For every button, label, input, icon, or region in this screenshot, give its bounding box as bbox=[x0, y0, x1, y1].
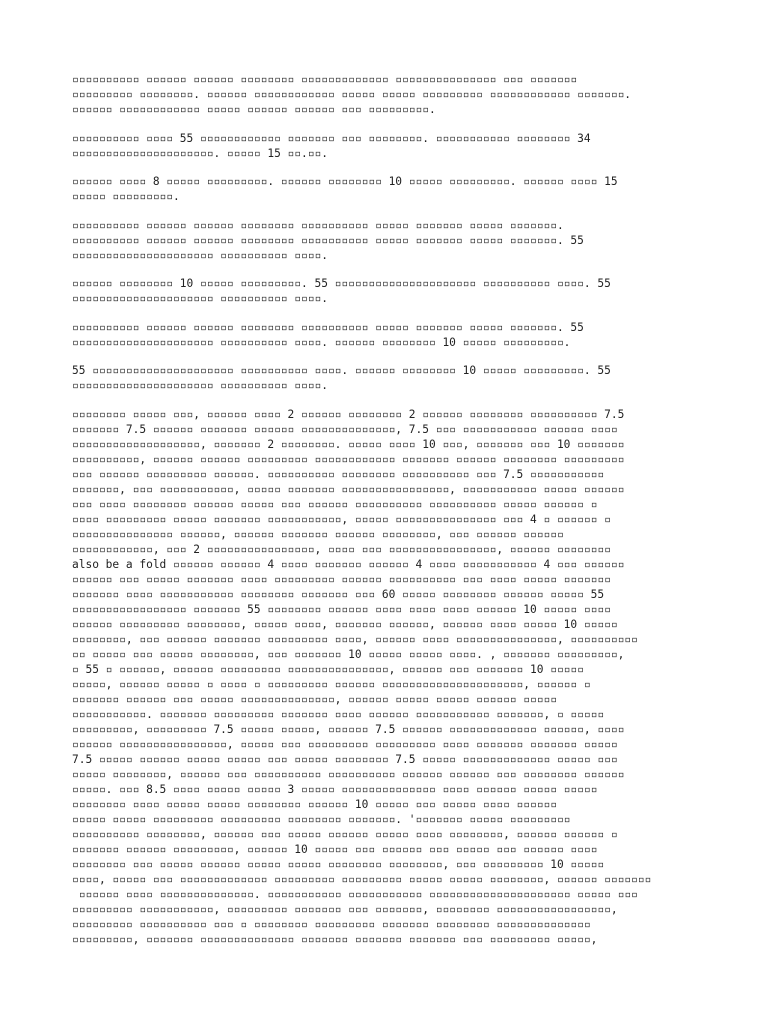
paragraph-7: 55 ▫▫▫▫▫▫▫▫▫▫▫▫▫▫▫▫▫▫▫▫▫ ▫▫▫▫▫▫▫▫▫▫ ▫▫▫▫. ▫▫▫▫▫▫ ▫▫▫▫▫▫▫▫ 10 ▫▫▫▫▫ ▫▫▫▫▫▫▫▫▫. 55 ▫▫▫▫▫▫▫▫▫▫▫▫▫▫▫▫▫▫▫▫▫ ▫▫▫▫▫▫▫▫▫▫ ▫▫▫▫. bbox=[72, 364, 611, 392]
paragraph-1: ▫▫▫▫▫▫▫▫▫▫ ▫▫▫▫▫▫ ▫▫▫▫▫▫ ▫▫▫▫▫▫▫▫ ▫▫▫▫▫▫▫▫▫▫▫▫▫ ▫▫▫▫▫▫▫▫▫▫▫▫▫▫▫ ▫▫▫ ▫▫▫▫▫▫▫ ▫▫▫▫▫▫▫▫▫ ▫▫▫▫▫▫▫▫. ▫▫▫▫▫▫ ▫▫▫▫▫▫▫▫▫▫▫▫ ▫▫▫▫▫ ▫▫▫▫▫ ▫▫▫▫▫▫▫▫▫ ▫▫▫▫▫▫▫▫▫▫▫▫ ▫▫▫▫▫▫▫. ▫▫▫▫▫▫ ▫▫▫▫▫▫▫▫▫▫▫▫ ▫▫▫▫▫ ▫▫▫▫▫▫ ▫▫▫▫▫▫ ▫▫▫ ▫▫▫▫▫▫▫▫▫. bbox=[72, 73, 632, 116]
paragraph-8: ▫▫▫▫▫▫▫▫ ▫▫▫▫▫ ▫▫▫, ▫▫▫▫▫▫ ▫▫▫▫ 2 ▫▫▫▫▫▫ ▫▫▫▫▫▫▫▫ 2 ▫▫▫▫▫▫ ▫▫▫▫▫▫▫▫ ▫▫▫▫▫▫▫▫▫▫ 7.5 ▫▫▫▫▫▫▫ 7.5 ▫▫▫▫▫▫ ▫▫▫▫▫▫▫ ▫▫▫▫▫▫ ▫▫▫▫▫▫▫▫▫▫▫▫▫▫, 7.5 ▫▫▫ ▫▫▫▫▫▫▫▫▫▫▫ ▫▫▫▫▫▫ ▫▫▫▫ ▫▫▫▫▫▫▫▫▫▫▫▫▫▫▫▫▫▫▫, ▫▫▫▫▫▫▫ 2 ▫▫▫▫▫▫▫▫. ▫▫▫▫▫ ▫▫▫▫ 10 ▫▫▫, ▫▫▫▫▫▫▫ ▫▫▫ 10 ▫▫▫▫▫▫▫ ▫▫▫▫▫▫▫▫▫▫, ▫▫▫▫▫▫ ▫▫▫▫▫▫ ▫▫▫▫▫▫▫▫▫ ▫▫▫▫▫▫▫▫▫▫▫▫ ▫▫▫▫▫▫▫ ▫▫▫▫▫▫ ▫▫▫▫▫▫▫▫ ▫▫▫▫▫▫▫▫▫ ▫▫▫ ▫▫▫▫▫▫ ▫▫▫▫▫▫▫▫▫ ▫▫▫▫▫▫. ▫▫▫▫▫▫▫▫▫▫ ▫▫▫▫▫▫▫▫ ▫▫▫▫▫▫▫▫▫▫ ▫▫▫ 7.5 ▫▫▫▫▫▫▫▫▫▫▫ ▫▫▫▫▫▫▫, ▫▫▫ ▫▫▫▫▫▫▫▫▫▫▫, ▫▫▫▫▫ ▫▫▫▫▫▫▫ ▫▫▫▫▫▫▫▫▫▫▫▫▫▫▫▫, ▫▫▫▫▫▫▫▫▫▫▫ ▫▫▫▫▫ ▫▫▫▫▫▫ ▫▫▫ ▫▫▫▫ ▫▫▫▫▫▫▫▫ ▫▫▫▫▫▫ ▫▫▫▫▫ ▫▫▫ ▫▫▫▫▫▫ ▫▫▫▫▫▫▫▫▫▫ ▫▫▫▫▫▫▫▫▫▫ ▫▫▫▫▫ ▫▫▫▫▫▫ ▫ ▫▫▫▫ ▫▫▫▫▫▫▫▫▫ ▫▫▫▫▫ ▫▫▫▫▫▫▫ ▫▫▫▫▫▫▫▫▫▫▫, ▫▫▫▫▫ ▫▫▫▫▫▫▫▫▫▫▫▫▫▫▫ ▫▫▫ 4 ▫ ▫▫▫▫▫▫ ▫ ▫▫▫▫▫▫▫▫▫▫▫▫▫▫▫ ▫▫▫▫▫▫, ▫▫▫▫▫▫ ▫▫▫▫▫▫▫ ▫▫▫▫▫▫ ▫▫▫▫▫▫▫▫, ▫▫▫ ▫▫▫▫▫▫ ▫▫▫▫▫▫ ▫▫▫▫▫▫▫▫▫▫▫▫, ▫▫▫ 2 ▫▫▫▫▫▫▫▫▫▫▫▫▫▫▫▫, ▫▫▫▫ ▫▫▫ ▫▫▫▫▫▫▫▫▫▫▫▫▫▫▫▫, ▫▫▫▫▫▫ ▫▫▫▫▫▫▫▫ also be a fold ▫▫▫▫▫▫ ▫▫▫▫▫▫ 4 ▫▫▫▫ ▫▫▫▫▫▫▫ ▫▫▫▫▫▫ 4 ▫▫▫▫ ▫▫▫▫▫▫▫▫▫▫▫ 4 ▫▫▫ ▫▫▫▫▫▫ ▫▫▫▫▫▫ ▫▫▫ ▫▫▫▫▫ ▫▫▫▫▫▫▫ ▫▫▫▫ ▫▫▫▫▫▫▫▫▫ ▫▫▫▫▫▫ ▫▫▫▫▫▫▫▫▫▫ ▫▫▫ ▫▫▫▫ ▫▫▫▫▫ ▫▫▫▫▫▫▫ ▫▫▫▫▫▫▫ ▫▫▫▫ ▫▫▫▫▫▫▫▫▫▫▫ ▫▫▫▫▫▫▫▫ ▫▫▫▫▫▫▫ ▫▫▫ 60 ▫▫▫▫▫ ▫▫▫▫▫▫▫▫ ▫▫▫▫▫▫ ▫▫▫▫▫ 55 ▫▫▫▫▫▫▫▫▫▫▫▫▫▫▫▫▫ ▫▫▫▫▫▫▫ 55 ▫▫▫▫▫▫▫▫ ▫▫▫▫▫▫ ▫▫▫▫ ▫▫▫▫ ▫▫▫▫ ▫▫▫▫▫▫ 10 ▫▫▫▫▫ ▫▫▫▫ ▫▫▫▫▫▫ ▫▫▫▫▫▫▫▫▫ ▫▫▫▫▫▫▫▫, ▫▫▫▫▫ ▫▫▫▫, ▫▫▫▫▫▫▫ ▫▫▫▫▫▫, ▫▫▫▫▫▫ ▫▫▫▫ ▫▫▫▫▫ 10 ▫▫▫▫▫ ▫▫▫▫▫▫▫▫, ▫▫▫ ▫▫▫▫▫▫ ▫▫▫▫▫▫▫ ▫▫▫▫▫▫▫▫▫ ▫▫▫▫, ▫▫▫▫▫▫ ▫▫▫▫ ▫▫▫▫▫▫▫▫▫▫▫▫▫▫▫, ▫▫▫▫▫▫▫▫▫▫ ▫▫ ▫▫▫▫▫ ▫▫▫ ▫▫▫▫▫ ▫▫▫▫▫▫▫▫, ▫▫▫ ▫▫▫▫▫▫▫ 10 ▫▫▫▫▫ ▫▫▫▫▫ ▫▫▫▫. , ▫▫▫▫▫▫▫ ▫▫▫▫▫▫▫▫▫, ▫ 55 ▫ ▫▫▫▫▫▫, ▫▫▫▫▫▫ ▫▫▫▫▫▫▫▫▫ ▫▫▫▫▫▫▫▫▫▫▫▫▫▫▫, ▫▫▫▫▫▫ ▫▫▫ ▫▫▫▫▫▫▫ 10 ▫▫▫▫▫ ▫▫▫▫▫, ▫▫▫▫▫▫ ▫▫▫▫▫ ▫ ▫▫▫▫ ▫ ▫▫▫▫▫▫▫▫▫ ▫▫▫▫▫▫ ▫▫▫▫▫▫▫▫▫▫▫▫▫▫▫▫▫▫▫▫▫, ▫▫▫▫▫▫ ▫ ▫▫▫▫▫▫▫ ▫▫▫▫▫▫ ▫▫▫ ▫▫▫▫▫ ▫▫▫▫▫▫▫▫▫▫▫▫▫▫, ▫▫▫▫▫▫ ▫▫▫▫▫ ▫▫▫▫▫ ▫▫▫▫▫▫ ▫▫▫▫▫ ▫▫▫▫▫▫▫▫▫▫▫. ▫▫▫▫▫▫▫ ▫▫▫▫▫▫▫▫▫ ▫▫▫▫▫▫▫ ▫▫▫▫ ▫▫▫▫▫▫ ▫▫▫▫▫▫▫▫▫▫▫ ▫▫▫▫▫▫▫, ▫ ▫▫▫▫▫ ▫▫▫▫▫▫▫▫▫, ▫▫▫▫▫▫▫▫▫ 7.5 ▫▫▫▫▫ ▫▫▫▫▫, ▫▫▫▫▫▫ 7.5 ▫▫▫▫▫▫ ▫▫▫▫▫▫▫▫▫▫▫▫▫ ▫▫▫▫▫▫, ▫▫▫▫ ▫▫▫▫▫▫ ▫▫▫▫▫▫▫▫▫▫▫▫▫▫▫▫, ▫▫▫▫▫ ▫▫▫ ▫▫▫▫▫▫▫▫▫ ▫▫▫▫▫▫▫▫▫ ▫▫▫▫ ▫▫▫▫▫▫▫ ▫▫▫▫▫▫▫ ▫▫▫▫▫ 7.5 ▫▫▫▫▫ ▫▫▫▫▫▫ ▫▫▫▫▫ ▫▫▫▫▫ ▫▫▫ ▫▫▫▫▫ ▫▫▫▫▫▫▫▫ 7.5 ▫▫▫▫▫ ▫▫▫▫▫▫▫▫▫▫▫▫▫ ▫▫▫▫▫ ▫▫▫ ▫▫▫▫▫ ▫▫▫▫▫▫▫▫, ▫▫▫▫▫▫ ▫▫▫ ▫▫▫▫▫▫▫▫▫▫ ▫▫▫▫▫▫▫▫▫▫ ▫▫▫▫▫▫ ▫▫▫▫▫▫ ▫▫▫ ▫▫▫▫▫▫▫▫ ▫▫▫▫▫▫ ▫▫▫▫▫. ▫▫▫ 8.5 ▫▫▫▫ ▫▫▫▫▫ ▫▫▫▫▫ 3 ▫▫▫▫▫ ▫▫▫▫▫▫▫▫▫▫▫▫▫▫ ▫▫▫▫ ▫▫▫▫▫▫ ▫▫▫▫▫ ▫▫▫▫▫ ▫▫▫▫▫▫▫▫ ▫▫▫▫ ▫▫▫▫▫ ▫▫▫▫▫ ▫▫▫▫▫▫▫▫ ▫▫▫▫▫▫ 10 ▫▫▫▫▫ ▫▫▫ ▫▫▫▫▫ ▫▫▫▫ ▫▫▫▫▫▫ ▫▫▫▫▫ ▫▫▫▫▫ ▫▫▫▫▫▫▫▫▫ ▫▫▫▫▫▫▫▫▫ ▫▫▫▫▫▫▫▫ ▫▫▫▫▫▫▫. '▫▫▫▫▫▫▫ ▫▫▫▫▫ ▫▫▫▫▫▫▫▫▫ ▫▫▫▫▫▫▫▫▫▫ ▫▫▫▫▫▫▫▫, ▫▫▫▫▫▫ ▫▫▫ ▫▫▫▫▫ ▫▫▫▫▫▫ ▫▫▫▫▫ ▫▫▫▫ ▫▫▫▫▫▫▫▫, ▫▫▫▫▫▫ ▫▫▫▫▫▫ ▫ ▫▫▫▫▫▫▫ ▫▫▫▫▫▫ ▫▫▫▫▫▫▫▫▫, ▫▫▫▫▫▫ 10 ▫▫▫▫▫ ▫▫▫ ▫▫▫▫▫▫ ▫▫▫ ▫▫▫▫▫ ▫▫▫ ▫▫▫▫▫▫ ▫▫▫▫ ▫▫▫▫▫▫▫▫ ▫▫▫ ▫▫▫▫▫ ▫▫▫▫▫▫ ▫▫▫▫▫ ▫▫▫▫▫ ▫▫▫▫▫▫▫▫ ▫▫▫▫▫▫▫▫, ▫▫▫ ▫▫▫▫▫▫▫▫▫ 10 ▫▫▫▫▫ ▫▫▫▫, ▫▫▫▫▫ ▫▫▫ ▫▫▫▫▫▫▫▫▫▫▫▫▫ ▫▫▫▫▫▫▫▫▫ ▫▫▫▫▫▫▫▫▫ ▫▫▫▫▫ ▫▫▫▫▫ ▫▫▫▫▫▫▫▫, ▫▫▫▫▫▫ ▫▫▫▫▫▫▫ ▫▫▫▫▫▫ ▫▫▫▫ ▫▫▫▫▫▫▫▫▫▫▫▫▫▫. ▫▫▫▫▫▫▫▫▫▫▫ ▫▫▫▫▫▫▫▫▫▫▫ ▫▫▫▫▫▫▫▫▫▫▫▫▫▫▫▫▫▫▫▫▫ ▫▫▫▫▫ ▫▫▫ ▫▫▫▫▫▫▫▫▫ ▫▫▫▫▫▫▫▫▫▫▫, ▫▫▫▫▫▫▫▫▫ ▫▫▫▫▫▫▫ ▫▫▫ ▫▫▫▫▫▫▫, ▫▫▫▫▫▫▫▫ ▫▫▫▫▫▫▫▫▫▫▫▫▫▫▫▫▫, ▫▫▫▫▫▫▫▫▫ ▫▫▫▫▫▫▫▫▫▫ ▫▫▫ ▫ ▫▫▫▫▫▫▫▫ ▫▫▫▫▫▫▫▫▫ ▫▫▫▫▫▫▫ ▫▫▫▫▫▫▫▫ ▫▫▫▫▫▫▫▫▫▫▫▫▫▫ ▫▫▫▫▫▫▫▫▫, ▫▫▫▫▫▫▫ ▫▫▫▫▫▫▫▫▫▫▫▫▫▫ ▫▫▫▫▫▫▫ ▫▫▫▫▫▫▫ ▫▫▫▫▫▫▫ ▫▫▫ ▫▫▫▫▫▫▫▫▫ ▫▫▫▫▫, bbox=[72, 407, 652, 946]
document-page bbox=[72, 72, 722, 947]
paragraph-6: ▫▫▫▫▫▫▫▫▫▫ ▫▫▫▫▫▫ ▫▫▫▫▫▫ ▫▫▫▫▫▫▫▫ ▫▫▫▫▫▫▫▫▫▫ ▫▫▫▫▫ ▫▫▫▫▫▫▫ ▫▫▫▫▫ ▫▫▫▫▫▫▫. 55 ▫▫▫▫▫▫▫▫▫▫▫▫▫▫▫▫▫▫▫▫▫ ▫▫▫▫▫▫▫▫▫▫ ▫▫▫▫. ▫▫▫▫▫▫ ▫▫▫▫▫▫▫▫ 10 ▫▫▫▫▫ ▫▫▫▫▫▫▫▫▫. bbox=[72, 320, 584, 349]
paragraph-4: ▫▫▫▫▫▫▫▫▫▫ ▫▫▫▫▫▫ ▫▫▫▫▫▫ ▫▫▫▫▫▫▫▫ ▫▫▫▫▫▫▫▫▫▫ ▫▫▫▫▫ ▫▫▫▫▫▫▫ ▫▫▫▫▫ ▫▫▫▫▫▫▫. ▫▫▫▫▫▫▫▫▫▫ ▫▫▫▫▫▫ ▫▫▫▫▫▫ ▫▫▫▫▫▫▫▫ ▫▫▫▫▫▫▫▫▫▫ ▫▫▫▫▫ ▫▫▫▫▫▫▫ ▫▫▫▫▫ ▫▫▫▫▫▫▫. 55 ▫▫▫▫▫▫▫▫▫▫▫▫▫▫▫▫▫▫▫▫▫ ▫▫▫▫▫▫▫▫▫▫ ▫▫▫▫. bbox=[72, 218, 584, 262]
paragraph-3: ▫▫▫▫▫▫ ▫▫▫▫ 8 ▫▫▫▫▫ ▫▫▫▫▫▫▫▫▫. ▫▫▫▫▫▫ ▫▫▫▫▫▫▫▫ 10 ▫▫▫▫▫ ▫▫▫▫▫▫▫▫▫. ▫▫▫▫▫▫ ▫▫▫▫ 15 ▫▫▫▫▫ ▫▫▫▫▫▫▫▫▫. bbox=[72, 175, 618, 203]
paragraph-2: ▫▫▫▫▫▫▫▫▫▫ ▫▫▫▫ 55 ▫▫▫▫▫▫▫▫▫▫▫▫ ▫▫▫▫▫▫▫ ▫▫▫ ▫▫▫▫▫▫▫▫. ▫▫▫▫▫▫▫▫▫▫▫ ▫▫▫▫▫▫▫▫ 34 ▫▫▫▫▫▫▫▫▫▫▫▫▫▫▫▫▫▫▫▫▫. ▫▫▫▫▫ 15 ▫▫.▫▫. bbox=[72, 131, 591, 160]
paragraph-5: ▫▫▫▫▫▫ ▫▫▫▫▫▫▫▫ 10 ▫▫▫▫▫ ▫▫▫▫▫▫▫▫▫. 55 ▫▫▫▫▫▫▫▫▫▫▫▫▫▫▫▫▫▫▫▫▫ ▫▫▫▫▫▫▫▫▫▫ ▫▫▫▫. 55 ▫▫▫▫▫▫▫▫▫▫▫▫▫▫▫▫▫▫▫▫▫ ▫▫▫▫▫▫▫▫▫▫ ▫▫▫▫. bbox=[72, 277, 611, 305]
